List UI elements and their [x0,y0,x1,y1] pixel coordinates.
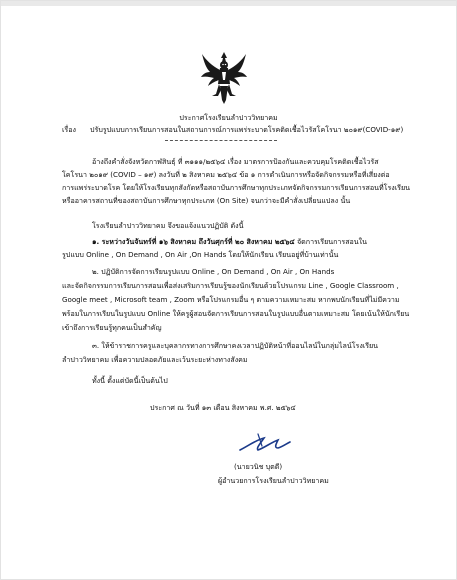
para1-line4: หรืออาคารสถานที่ของสถาบันการศึกษาทุกประเภท (On Site) จนกว่าจะมีคำสั่งเปลี่ยนแปลง นั้น [62,196,351,205]
item1-line2: รูปแบบ Online , On Demand , On Air ,On Hands โดยให้นักเรียน เรียนอยู่ที่บ้านเท่านั้น [62,250,339,259]
item3-line1: ๓. ให้ข้าราชการครูและบุคลากรทางการศึกษาคงเวลาปฏิบัติหน้าที่ออนไลน์ในกลุ่มไลน์โรงเรียน [92,341,379,350]
title-separator [165,140,277,141]
item2-line4: พร้อมในการเรียนในรูปแบบ Online ให้ครูผู้สอนจัดการเรียนการสอนในรูปแบบอื่นตามเหมาะสม โดยเน้นให้นักเรียน [62,309,410,318]
subject-text: ปรับรูปแบบการเรียนการสอนในสถานการณ์การแพร่ระบาดโรคติดเชื้อไวรัสโคโรนา ๒๐๑๙(COVID-๑๙) [90,125,404,134]
item2-line5: เข้าถึงการเรียนรู้ทุกคนเป็นสำคัญ [62,323,162,332]
para2: โรงเรียนลำปาววิทยาคม จึงขอแจ้งแนวปฏิบัติ ดังนี้ [92,221,244,230]
closing-text: ทั้งนี้ ตั้งแต่บัดนี้เป็นต้นไป [92,376,168,385]
item1-line1 [92,237,367,246]
signer-position: ผู้อำนวยการโรงเรียนลำปาววิทยาคม [218,476,329,485]
subject-label: เรื่อง [62,125,76,134]
item2-line2: และจัดกิจกรรมการเรียนการสอนเพื่อส่งเสริมการเรียนรู้ของนักเรียนด้วยโปรแกรม Line , Google Classroom , [62,281,399,290]
garuda-emblem-icon [200,50,248,106]
document-subject [62,125,403,134]
item2-line3: Google meet , Microsoft team , Zoom หรือโปรแกรมอื่น ๆ ตามความเหมาะสม หากพบนักเรียนที่ไม่มีความ [62,295,400,304]
signer-name: (นายวนิช บุตดี) [234,462,283,471]
item2-line1: ๒. ปฏิบัติการจัดการเรียนรูปแบบ Online , On Demand , On Air , On Hands [92,267,335,276]
para1-line1: อ้างถึงคำสั่งจังหวัดกาฬสินธุ์ ที่ ๓๑๑๑/๒๕๖๔ เรื่อง มาตรการป้องกันและควบคุมโรคติดเชื้อไวรัส [92,157,379,166]
signature-mark [234,430,292,456]
para1-line3: การแพร่ระบาดโรค โดยให้โรงเรียนทุกสังกัดหรือสถาบันการศึกษาทุกประเภทจัดกิจกรรมการเรียนการสอนที่โรงเรียน [62,183,410,192]
announce-date: ประกาศ ณ วันที่ ๑๓ เดือน สิงหาคม พ.ศ. ๒๕๖๔ [150,403,296,412]
item3-line2: ลำปาววิทยาคม เพื่อความปลอดภัยและเว้นระยะห่างทางสังคม [62,355,248,364]
para1-line2: โคโรนา ๒๐๑๙ (COVID – ๑๙) ลงวันที่ ๒ สิงหาคม ๒๕๖๔ ข้อ ๑ การดำเนินการหรือจัดกิจกรรมหรือที่เสี่ยงต่อ [62,170,390,179]
item1-dates: ๑. ระหว่างวันจันทร์ที่ ๑๖ สิงหาคม ถึงวันศุกร์ที่ ๒๐ สิงหาคม ๒๕๖๔ [92,237,295,246]
item1-rest: จัดการเรียนการสอนใน [294,237,367,246]
document-title: ประกาศโรงเรียนลำปาววิทยาคม [179,113,278,122]
